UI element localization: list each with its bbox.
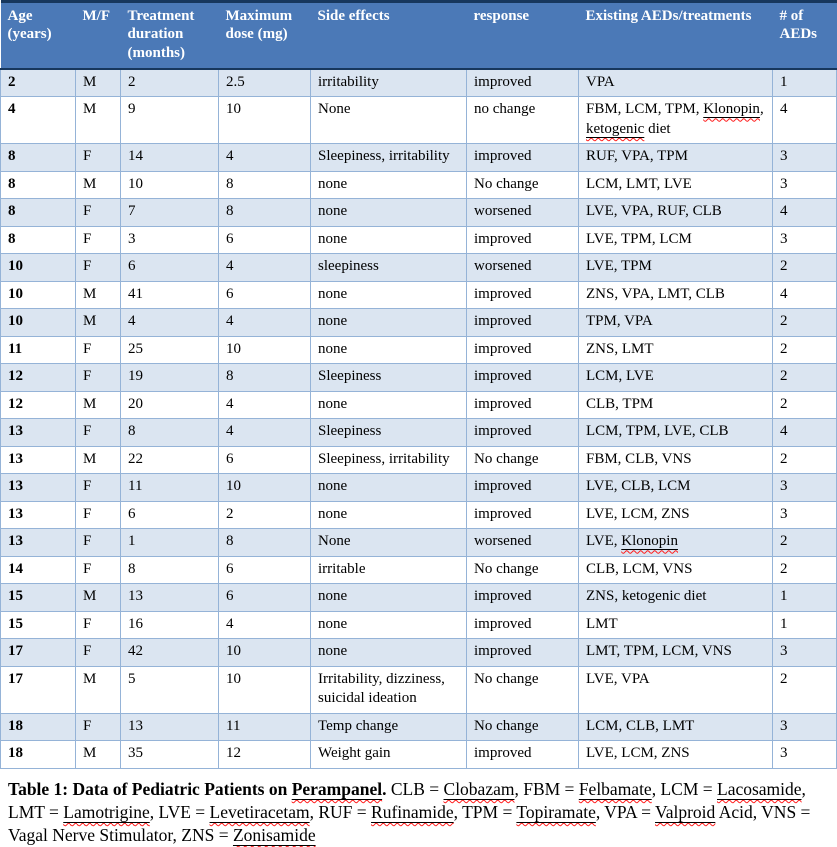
column-header-age: Age (years) [1,2,76,69]
table-row [1,501,837,529]
cell-aed-count: 2 [773,309,837,337]
cell-aed-count: 3 [773,144,837,172]
cell-side-effects: none [311,226,467,254]
cell-aed-count: 2 [773,391,837,419]
cell-side-effects: Sleepiness [311,364,467,392]
cell-side-effects: none [311,501,467,529]
cell-side-effects: Temp change [311,713,467,741]
table-row [1,713,837,741]
cell-duration: 7 [121,199,219,227]
column-header-aeds: Existing AEDs/treatments [579,2,773,69]
cell-duration: 22 [121,446,219,474]
table-body [1,69,837,769]
cell-sex: M [76,741,121,769]
cell-response: improved [467,281,579,309]
cell-duration: 11 [121,474,219,502]
cell-dose: 4 [219,254,311,282]
cell-aeds: LCM, TPM, LVE, CLB [579,419,773,447]
cell-dose: 6 [219,446,311,474]
cell-aed-count: 3 [773,226,837,254]
cell-sex: M [76,97,121,144]
cell-response: No change [467,713,579,741]
cell-dose: 10 [219,666,311,713]
cell-duration: 13 [121,713,219,741]
cell-aeds: LVE, LCM, ZNS [579,741,773,769]
cell-duration: 1 [121,529,219,557]
table-row [1,666,837,713]
cell-duration: 8 [121,419,219,447]
cell-age: 2 [1,69,76,97]
misspelled-word: Lacosamide [717,778,802,799]
cell-sex: M [76,446,121,474]
cell-response: No change [467,556,579,584]
cell-sex: F [76,419,121,447]
cell-dose: 2.5 [219,69,311,97]
table-row [1,419,837,447]
cell-age: 4 [1,97,76,144]
misspelled-word: Perampanel [291,778,383,799]
cell-dose: 11 [219,713,311,741]
cell-dose: 10 [219,336,311,364]
column-header-aed-count: # of AEDs [773,2,837,69]
cell-side-effects: Sleepiness [311,419,467,447]
cell-aed-count: 2 [773,666,837,713]
cell-aeds: ZNS, VPA, LMT, CLB [579,281,773,309]
cell-side-effects: Sleepiness, irritability [311,446,467,474]
cell-side-effects: none [311,281,467,309]
cell-side-effects: Weight gain [311,741,467,769]
cell-response: No change [467,666,579,713]
cell-aed-count: 4 [773,281,837,309]
misspelled-word: Topiramate [516,801,596,822]
cell-side-effects: None [311,529,467,557]
misspelled-word: Klonopin [703,101,760,118]
cell-aed-count: 3 [773,639,837,667]
cell-age: 11 [1,336,76,364]
cell-side-effects: irritable [311,556,467,584]
cell-aeds: FBM, CLB, VNS [579,446,773,474]
cell-sex: F [76,474,121,502]
cell-dose: 4 [219,391,311,419]
cell-sex: F [76,529,121,557]
misspelled-word: Felbamate [578,778,652,799]
cell-dose: 6 [219,281,311,309]
table-row [1,446,837,474]
cell-duration: 10 [121,171,219,199]
cell-dose: 12 [219,741,311,769]
cell-side-effects: none [311,199,467,227]
cell-age: 8 [1,144,76,172]
table-row [1,611,837,639]
cell-sex: M [76,171,121,199]
cell-response: no change [467,97,579,144]
cell-duration: 5 [121,666,219,713]
cell-aeds: ZNS, LMT [579,336,773,364]
cell-age: 13 [1,446,76,474]
cell-aeds: LVE, VPA [579,666,773,713]
table-row [1,584,837,612]
table-caption: Table 1: Data of Pediatric Patients on Perampanel. CLB = Clobazam, FBM = Felbamate, LCM = Lacosamide, LMT = Lamotrigine, LVE = Levetiracetam, RUF = Rufinamide, TPM = Topiramate, VPA = Valproid Acid, VNS = Vagal Nerve Stimulator, ZNS = Zonisamide [8,778,811,846]
misspelled-word: Zonisamide [232,825,316,846]
cell-response: improved [467,611,579,639]
cell-response: improved [467,309,579,337]
cell-aed-count: 1 [773,69,837,97]
cell-age: 18 [1,741,76,769]
cell-sex: F [76,144,121,172]
cell-side-effects: irritability [311,69,467,97]
cell-duration: 41 [121,281,219,309]
cell-response: improved [467,419,579,447]
cell-dose: 10 [219,97,311,144]
cell-duration: 16 [121,611,219,639]
cell-aed-count: 1 [773,584,837,612]
table-row [1,639,837,667]
misspelled-word: Klonopin [621,533,678,550]
cell-sex: F [76,199,121,227]
cell-dose: 2 [219,501,311,529]
cell-age: 14 [1,556,76,584]
cell-aeds: CLB, LCM, VNS [579,556,773,584]
table-row [1,69,837,97]
column-header-dose: Maximum dose (mg) [219,2,311,69]
column-header-duration: Treatment duration (months) [121,2,219,69]
misspelled-word: Valproid [655,801,716,822]
cell-side-effects: none [311,584,467,612]
cell-sex: F [76,501,121,529]
cell-aeds: LMT, TPM, LCM, VNS [579,639,773,667]
table-row [1,97,837,144]
cell-age: 8 [1,226,76,254]
cell-duration: 19 [121,364,219,392]
cell-aeds: LVE, LCM, ZNS [579,501,773,529]
cell-dose: 8 [219,529,311,557]
cell-dose: 4 [219,611,311,639]
cell-sex: F [76,639,121,667]
cell-sex: F [76,364,121,392]
cell-aeds: LMT [579,611,773,639]
cell-response: worsened [467,529,579,557]
cell-response: improved [467,69,579,97]
cell-age: 8 [1,171,76,199]
cell-aeds: LCM, LMT, LVE [579,171,773,199]
table-row [1,364,837,392]
cell-age: 10 [1,309,76,337]
cell-dose: 4 [219,309,311,337]
cell-aeds: LCM, CLB, LMT [579,713,773,741]
cell-aeds: LVE, VPA, RUF, CLB [579,199,773,227]
cell-duration: 3 [121,226,219,254]
table-row [1,529,837,557]
cell-aed-count: 3 [773,171,837,199]
cell-duration: 14 [121,144,219,172]
cell-sex: M [76,584,121,612]
cell-duration: 8 [121,556,219,584]
cell-aeds: ZNS, ketogenic diet [579,584,773,612]
cell-age: 13 [1,529,76,557]
cell-aeds: LVE, TPM, LCM [579,226,773,254]
cell-dose: 4 [219,419,311,447]
cell-duration: 20 [121,391,219,419]
cell-response: improved [467,501,579,529]
cell-dose: 6 [219,556,311,584]
cell-aed-count: 4 [773,199,837,227]
misspelled-word: Lamotrigine [63,801,150,822]
cell-response: improved [467,741,579,769]
table-row [1,171,837,199]
cell-sex: M [76,281,121,309]
cell-duration: 13 [121,584,219,612]
cell-aed-count: 2 [773,336,837,364]
cell-duration: 6 [121,254,219,282]
cell-side-effects: none [311,639,467,667]
header-row [1,2,837,69]
cell-aeds: TPM, VPA [579,309,773,337]
table-row [1,309,837,337]
cell-aed-count: 3 [773,713,837,741]
column-header-sex: M/F [76,2,121,69]
cell-side-effects: none [311,336,467,364]
cell-side-effects: none [311,474,467,502]
cell-age: 15 [1,584,76,612]
table-row [1,199,837,227]
cell-side-effects: none [311,611,467,639]
cell-sex: F [76,611,121,639]
cell-response: worsened [467,199,579,227]
cell-aed-count: 3 [773,741,837,769]
cell-aed-count: 4 [773,97,837,144]
cell-age: 13 [1,501,76,529]
cell-aed-count: 3 [773,501,837,529]
cell-age: 10 [1,254,76,282]
cell-age: 12 [1,364,76,392]
cell-dose: 6 [219,584,311,612]
cell-sex: F [76,556,121,584]
cell-aeds: FBM, LCM, TPM, Klonopin, ketogenic diet [579,97,773,144]
cell-side-effects: none [311,171,467,199]
misspelled-word: ketogenic [586,120,645,137]
misspelled-word: Rufinamide [371,801,454,822]
cell-age: 17 [1,666,76,713]
cell-sex: M [76,309,121,337]
cell-response: No change [467,171,579,199]
cell-aeds: VPA [579,69,773,97]
cell-response: improved [467,364,579,392]
misspelled-word: Levetiracetam [209,801,310,822]
cell-side-effects: sleepiness [311,254,467,282]
cell-sex: F [76,713,121,741]
cell-duration: 6 [121,501,219,529]
cell-sex: M [76,391,121,419]
cell-aeds: LVE, Klonopin [579,529,773,557]
cell-side-effects: none [311,391,467,419]
table-row [1,144,837,172]
cell-side-effects: Irritability, dizziness, suicidal ideation [311,666,467,713]
cell-dose: 6 [219,226,311,254]
cell-age: 8 [1,199,76,227]
cell-sex: M [76,69,121,97]
cell-aed-count: 2 [773,364,837,392]
cell-dose: 8 [219,364,311,392]
cell-response: improved [467,144,579,172]
cell-duration: 2 [121,69,219,97]
table-row [1,391,837,419]
column-header-side-effects: Side effects [311,2,467,69]
column-header-response: response [467,2,579,69]
cell-duration: 4 [121,309,219,337]
cell-aed-count: 2 [773,556,837,584]
cell-duration: 35 [121,741,219,769]
cell-aeds: CLB, TPM [579,391,773,419]
cell-dose: 10 [219,639,311,667]
cell-response: No change [467,446,579,474]
cell-response: improved [467,226,579,254]
cell-response: improved [467,474,579,502]
cell-dose: 10 [219,474,311,502]
cell-duration: 42 [121,639,219,667]
cell-aeds: LCM, LVE [579,364,773,392]
table-row [1,474,837,502]
cell-age: 15 [1,611,76,639]
cell-aed-count: 4 [773,419,837,447]
misspelled-word: Clobazam [443,778,515,799]
cell-duration: 9 [121,97,219,144]
cell-aed-count: 2 [773,254,837,282]
cell-side-effects: None [311,97,467,144]
cell-sex: F [76,226,121,254]
cell-age: 18 [1,713,76,741]
cell-age: 13 [1,419,76,447]
cell-duration: 25 [121,336,219,364]
cell-age: 12 [1,391,76,419]
cell-response: improved [467,391,579,419]
table-row [1,281,837,309]
cell-side-effects: none [311,309,467,337]
cell-sex: F [76,254,121,282]
cell-aed-count: 1 [773,611,837,639]
table-row [1,336,837,364]
cell-response: improved [467,336,579,364]
cell-aed-count: 2 [773,446,837,474]
cell-age: 17 [1,639,76,667]
cell-aeds: RUF, VPA, TPM [579,144,773,172]
table-row [1,226,837,254]
cell-dose: 8 [219,199,311,227]
cell-response: worsened [467,254,579,282]
cell-aed-count: 2 [773,529,837,557]
cell-aeds: LVE, CLB, LCM [579,474,773,502]
cell-age: 13 [1,474,76,502]
cell-age: 10 [1,281,76,309]
cell-aed-count: 3 [773,474,837,502]
cell-side-effects: Sleepiness, irritability [311,144,467,172]
cell-sex: F [76,336,121,364]
cell-dose: 4 [219,144,311,172]
cell-dose: 8 [219,171,311,199]
table-row [1,254,837,282]
cell-sex: M [76,666,121,713]
cell-response: improved [467,584,579,612]
cell-response: improved [467,639,579,667]
table-row [1,556,837,584]
table-row [1,741,837,769]
cell-aeds: LVE, TPM [579,254,773,282]
